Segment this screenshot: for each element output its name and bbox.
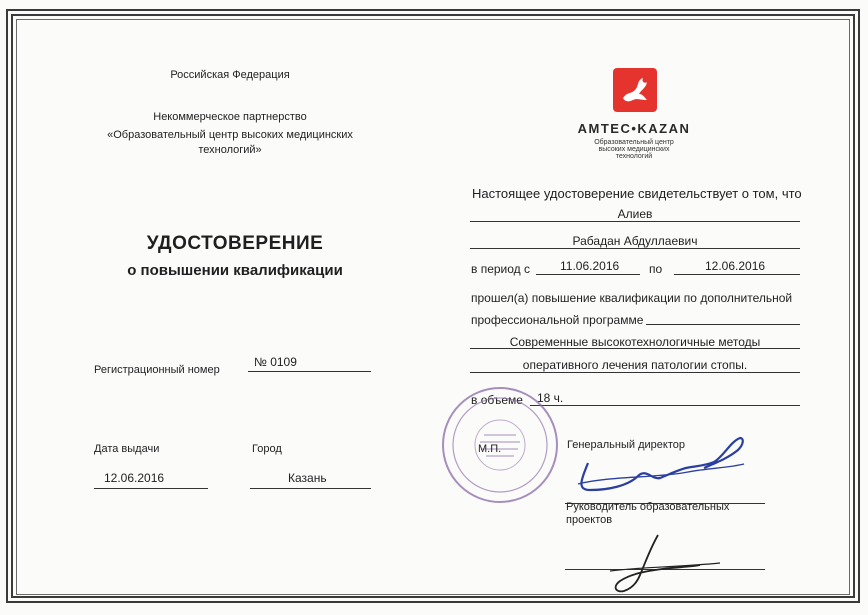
logo-sub-1: Образовательный центр	[594, 139, 674, 146]
period-prefix: в период с	[471, 262, 531, 276]
logo-sub-2: высоких медицинских	[598, 146, 670, 153]
period-to: по	[649, 262, 663, 276]
volume-line	[530, 405, 800, 406]
dragon-icon	[613, 68, 657, 112]
country-text: Российская Федерация	[170, 69, 290, 81]
logo-mark	[613, 68, 657, 112]
reg-number-line	[248, 371, 371, 372]
doc-subtitle: о повышении квалификации	[127, 262, 343, 279]
director-title: Генеральный директор	[567, 439, 685, 451]
brand-name: AMTEC•KAZAN	[577, 121, 691, 136]
volume-value: 18 ч.	[537, 391, 564, 405]
program-line1: Современные высокотехнологичные методы	[509, 335, 761, 349]
name-line	[470, 248, 800, 249]
date-to-line	[674, 274, 800, 275]
name-value: Рабадан Абдуллаевич	[572, 234, 698, 248]
program-line0	[646, 324, 800, 325]
reg-number-label: Регистрационный номер	[94, 364, 220, 376]
completed-line1: прошел(а) повышение квалификации по дополнительной	[471, 291, 793, 305]
issue-date-value: 12.06.2016	[104, 471, 165, 485]
manager-title-line2: проектов	[566, 514, 613, 526]
director-signature-icon	[568, 428, 768, 498]
completed-line2: профессиональной программе	[471, 313, 644, 327]
surname-value: Алиев	[617, 207, 653, 221]
reg-number-value: № 0109	[254, 355, 297, 369]
date-from-value: 11.06.2016	[560, 259, 620, 273]
org-type-text: Некоммерческое партнерство	[153, 111, 307, 123]
intro-text: Настоящее удостоверение свидетельствует о том, что	[472, 186, 802, 201]
program-line2: оперативного лечения патологии стопы.	[522, 358, 748, 372]
date-from-line	[536, 274, 640, 275]
city-value: Казань	[288, 471, 327, 485]
program-underline1	[470, 348, 800, 349]
manager-title-line1: Руководитель образовательных	[566, 501, 730, 513]
issue-date-label: Дата выдачи	[94, 443, 160, 455]
doc-title: УДОСТОВЕРЕНИЕ	[146, 233, 324, 254]
manager-signature-icon	[600, 527, 740, 597]
city-label: Город	[252, 443, 282, 455]
date-to-value: 12.06.2016	[705, 259, 766, 273]
round-stamp-icon	[440, 390, 570, 510]
volume-label: в объеме	[471, 393, 523, 407]
issue-date-line	[94, 488, 208, 489]
city-line	[250, 488, 371, 489]
surname-line	[470, 221, 800, 222]
org-name-line2: технологий»	[198, 144, 262, 156]
org-name-line1: «Образовательный центр высоких медицинских	[107, 129, 353, 141]
logo-sub-3: технологий	[615, 153, 653, 160]
program-underline2	[470, 372, 800, 373]
stamp-place-label: М.П.	[478, 443, 502, 455]
